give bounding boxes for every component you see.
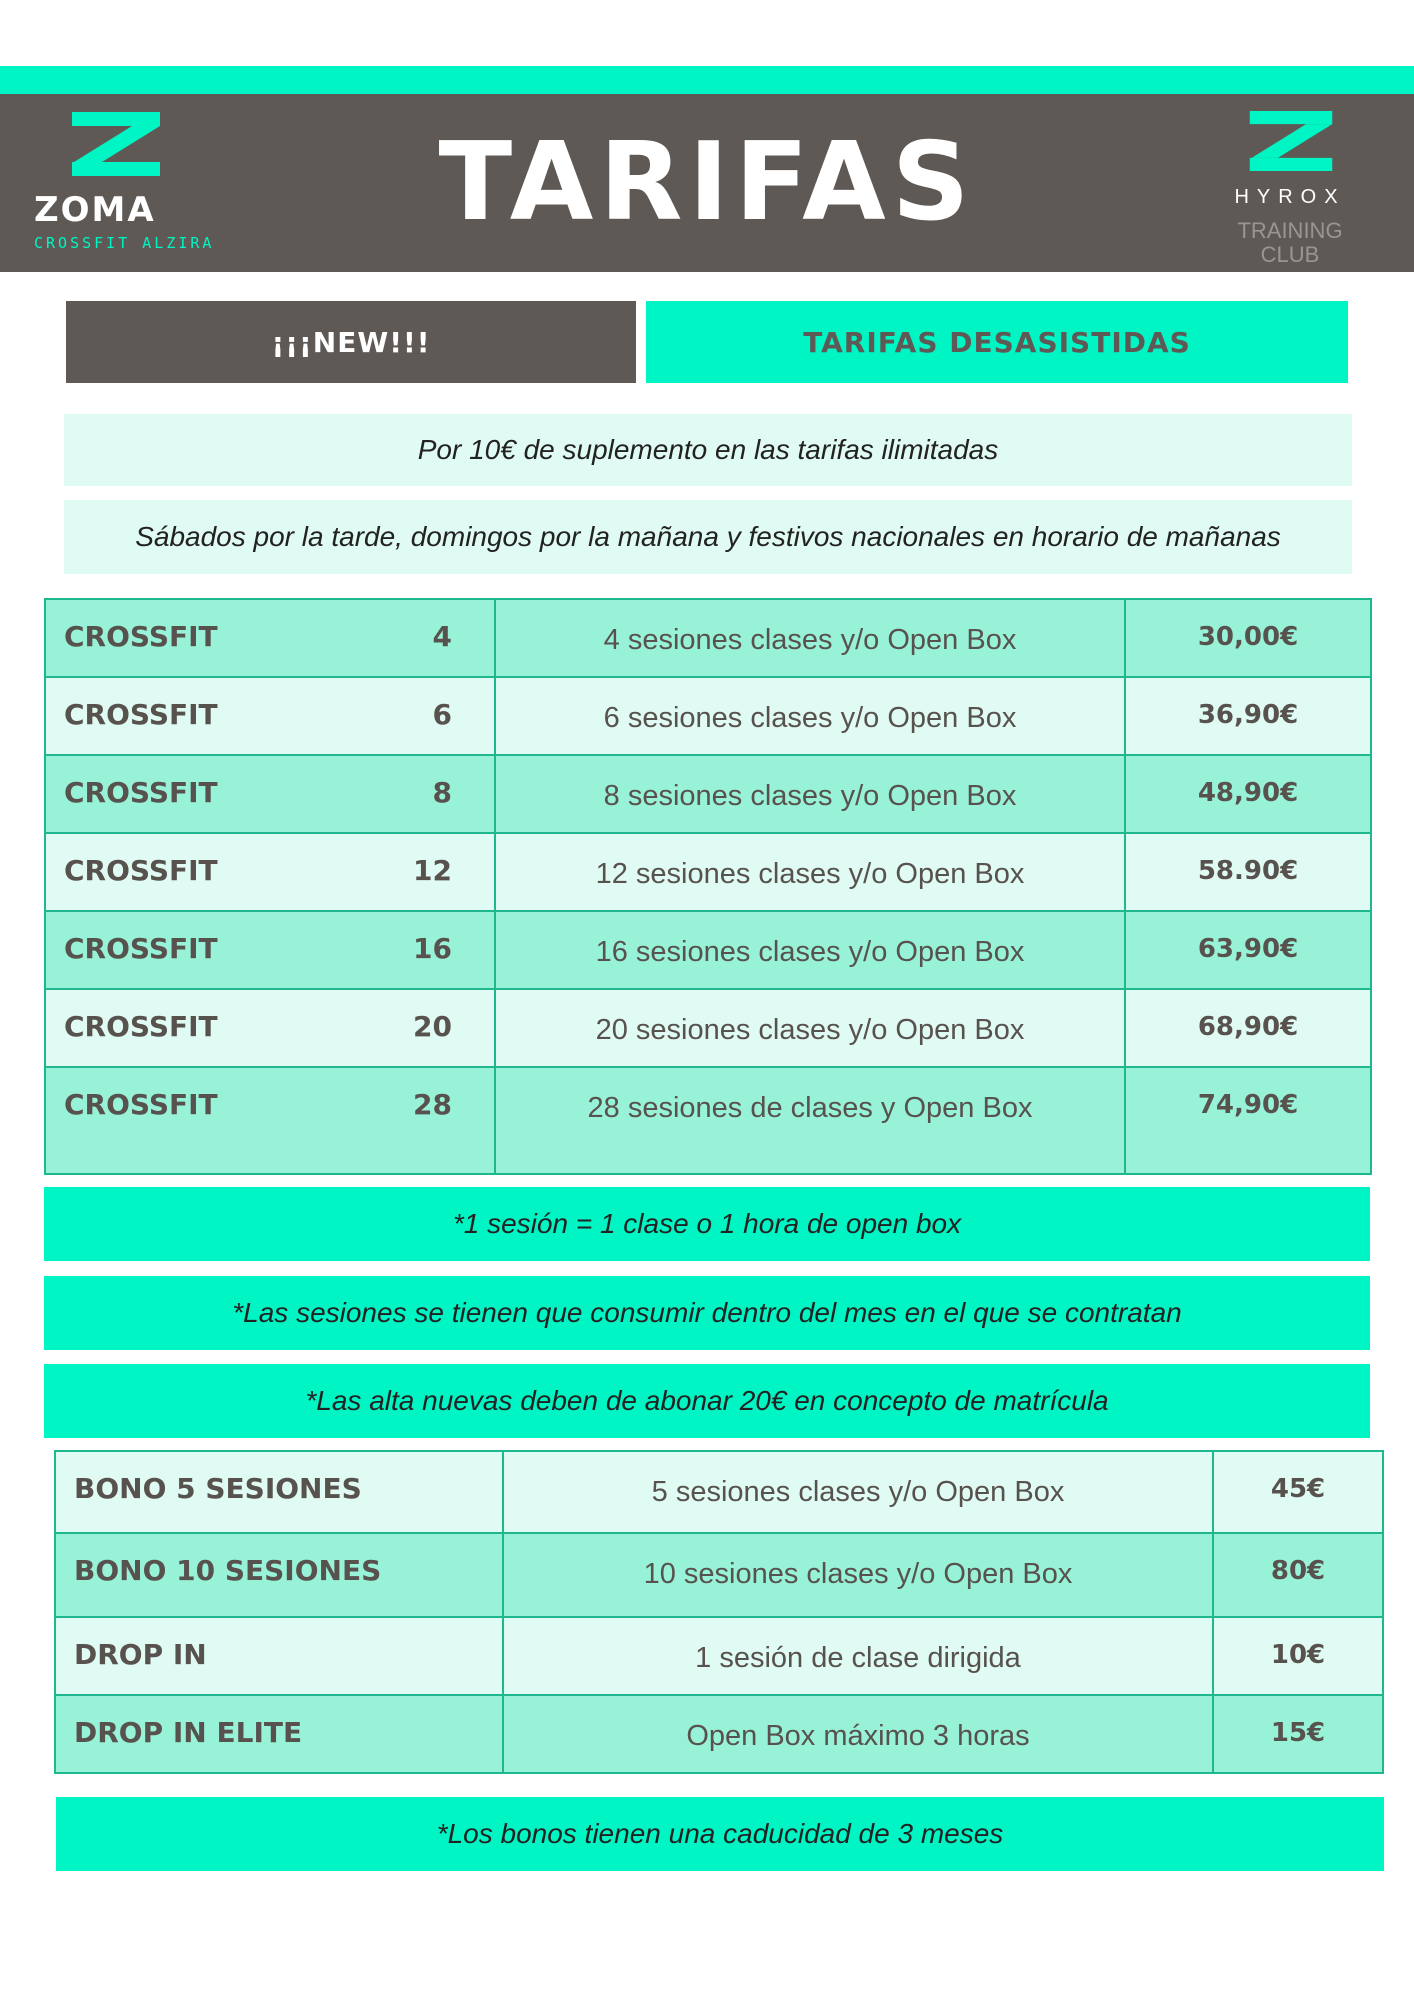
table-row [45,989,1371,1067]
header-accent-stripe [0,66,1414,94]
rate-name-cell [45,755,495,833]
rate-count: 8 [432,776,452,809]
rate-name: CROSSFIT [64,776,218,809]
note-session-definition: *1 sesión = 1 clase o 1 hora de open box [44,1187,1370,1261]
page-title: TARIFAS [438,120,976,245]
rate-name: CROSSFIT [64,854,218,887]
rate-description: 20 sesiones clases y/o Open Box [495,989,1125,1067]
zoma-logo-subtitle: CROSSFIT ALZIRA [34,234,215,252]
bono-description: 1 sesión de clase dirigida [503,1617,1213,1695]
tab-new[interactable]: ¡¡¡NEW!!! [66,301,636,383]
note-bonos-expiry: *Los bonos tienen una caducidad de 3 meses [56,1797,1384,1871]
rate-price: 48,90€ [1125,755,1371,833]
rate-count: 28 [413,1088,452,1121]
table-row [45,1067,1371,1174]
bono-description: 10 sesiones clases y/o Open Box [503,1533,1213,1617]
rate-description: 16 sesiones clases y/o Open Box [495,911,1125,989]
note-registration-fee: *Las alta nuevas deben de abonar 20€ en concepto de matrícula [44,1364,1370,1438]
rate-price: 74,90€ [1125,1067,1371,1174]
bono-name: BONO 10 SESIONES [55,1533,503,1617]
bono-name: DROP IN [55,1617,503,1695]
rate-name: CROSSFIT [64,1088,218,1121]
rate-name-cell [45,911,495,989]
rate-description: 28 sesiones de clases y Open Box [495,1067,1125,1174]
rate-name-cell [45,1067,495,1174]
rate-count: 4 [432,620,452,653]
rate-count: 6 [432,698,452,731]
rate-description: 12 sesiones clases y/o Open Box [495,833,1125,911]
rate-count: 12 [413,854,452,887]
rate-price: 30,00€ [1125,599,1371,677]
rate-name-cell [45,833,495,911]
rate-description: 4 sesiones clases y/o Open Box [495,599,1125,677]
table-row [45,755,1371,833]
supplement-info: Por 10€ de suplemento en las tarifas ilimitadas [64,414,1352,486]
table-row [55,1533,1383,1617]
hyrox-logo-line3: CLUB [1260,242,1320,267]
tab-unassisted-rates[interactable]: TARIFAS DESASISTIDAS [646,301,1348,383]
rate-name: CROSSFIT [64,1010,218,1043]
bono-name: DROP IN ELITE [55,1695,503,1773]
rate-price: 63,90€ [1125,911,1371,989]
zoma-logo-name: ZOMA [34,190,156,230]
bono-price: 45€ [1213,1451,1383,1533]
rate-name-cell [45,599,495,677]
rate-name: CROSSFIT [64,698,218,731]
hyrox-logo-line1: HYROX [1234,186,1346,208]
table-row [45,833,1371,911]
rate-name-cell [45,677,495,755]
rate-description: 6 sesiones clases y/o Open Box [495,677,1125,755]
hyrox-logo-line2: TRAINING [1237,218,1343,243]
rate-name: CROSSFIT [64,620,218,653]
schedule-info: Sábados por la tarde, domingos por la mañana y festivos nacionales en horario de mañanas [64,500,1352,574]
bono-price: 15€ [1213,1695,1383,1773]
table-row [45,911,1371,989]
bonos-table [54,1450,1384,1774]
rate-count: 20 [413,1010,452,1043]
crossfit-rates-table [44,598,1372,1175]
bono-description: 5 sesiones clases y/o Open Box [503,1451,1213,1533]
hyrox-logo-icon [1246,110,1336,172]
rate-name: CROSSFIT [64,932,218,965]
rate-description: 8 sesiones clases y/o Open Box [495,755,1125,833]
rate-count: 16 [413,932,452,965]
rate-price: 68,90€ [1125,989,1371,1067]
table-row [55,1617,1383,1695]
bono-price: 80€ [1213,1533,1383,1617]
table-row [45,677,1371,755]
bono-description: Open Box máximo 3 horas [503,1695,1213,1773]
bono-price: 10€ [1213,1617,1383,1695]
bono-name: BONO 5 SESIONES [55,1451,503,1533]
rate-price: 36,90€ [1125,677,1371,755]
rate-name-cell [45,989,495,1067]
table-row [55,1695,1383,1773]
note-monthly-consumption: *Las sesiones se tienen que consumir dentro del mes en el que se contratan [44,1276,1370,1350]
table-row [55,1451,1383,1533]
table-row [45,599,1371,677]
rate-price: 58.90€ [1125,833,1371,911]
